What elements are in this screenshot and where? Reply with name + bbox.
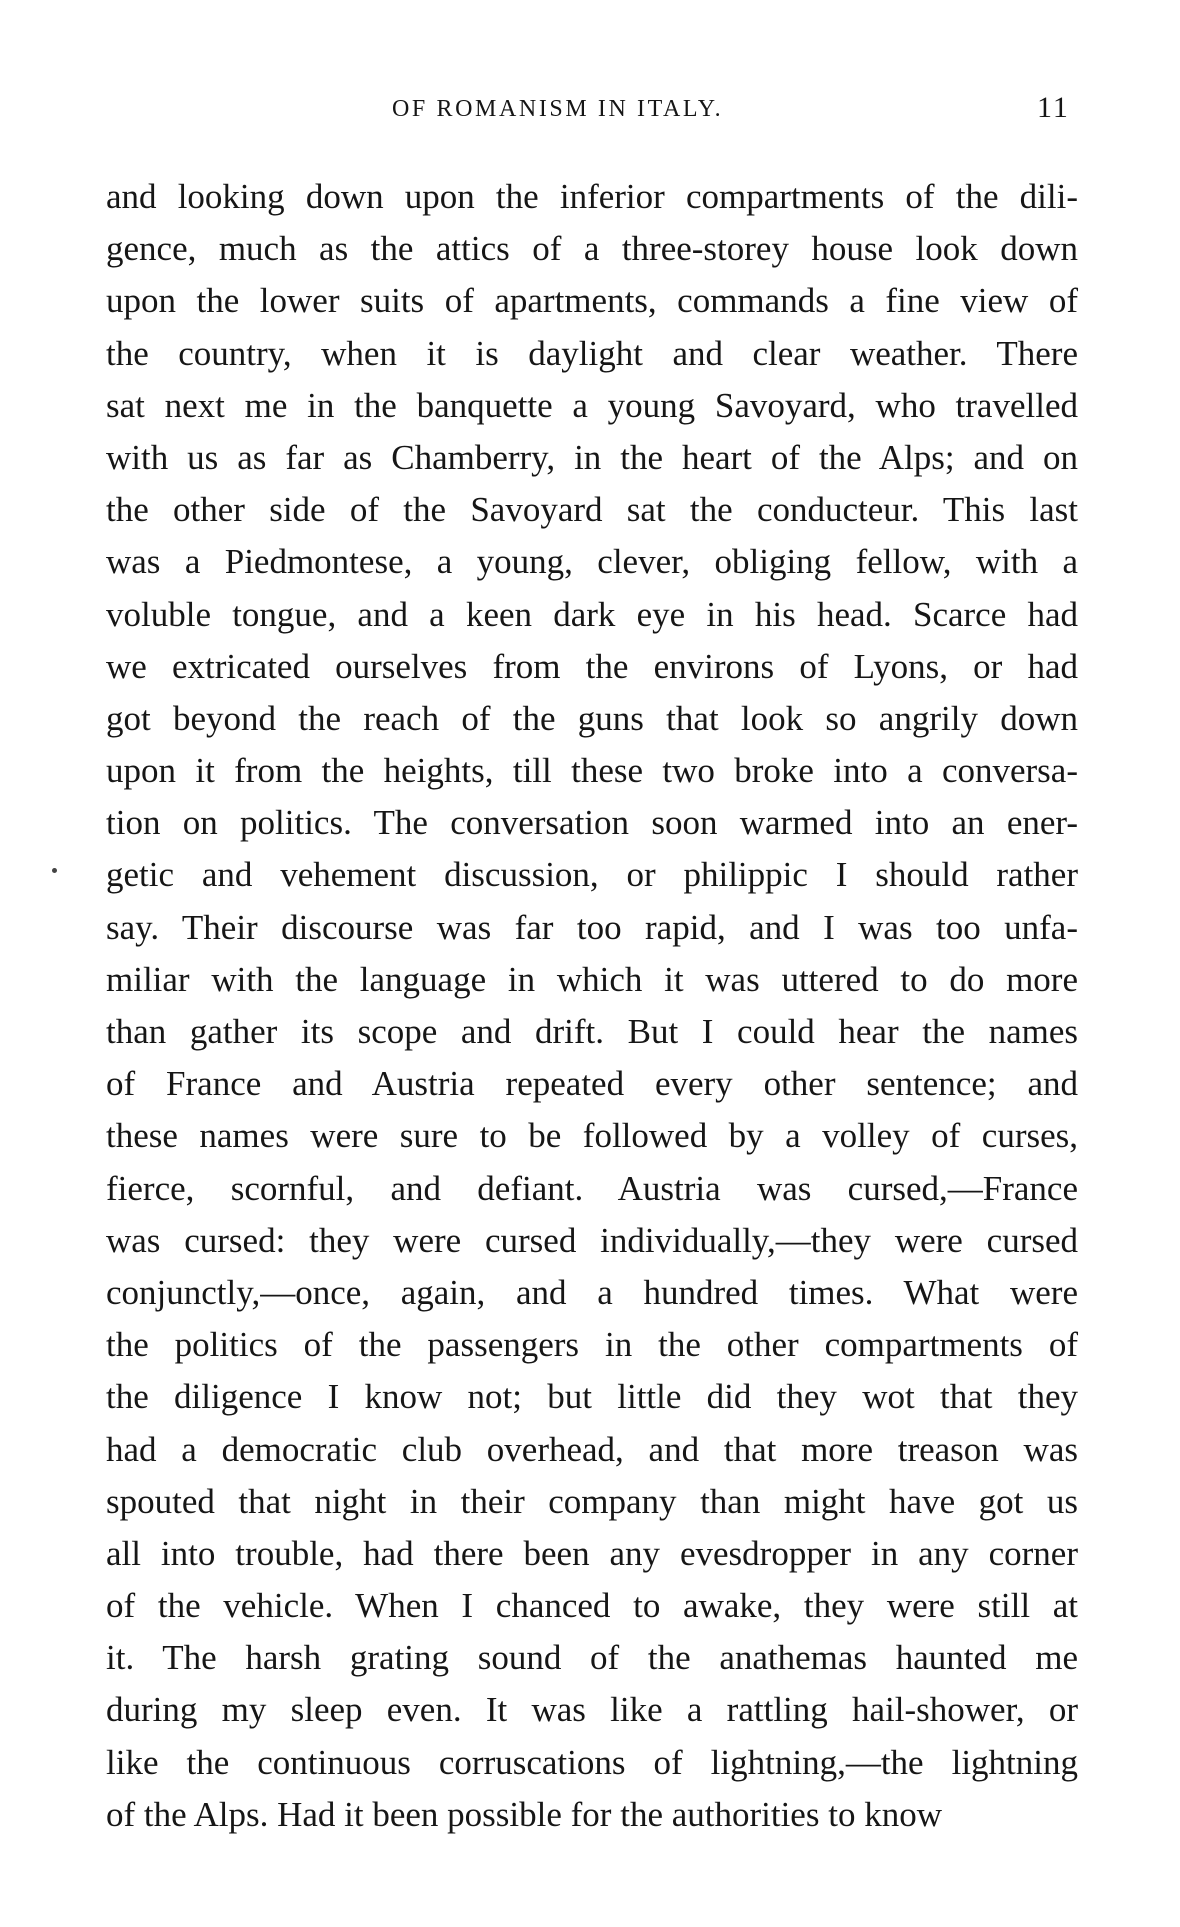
- text-line: we extricated ourselves from the environs of Lyons, or had: [106, 646, 1078, 686]
- text-line: fierce, scornful, and defiant. Austria was cursed,—France: [106, 1168, 1078, 1208]
- text-line: of the Alps. Had it been possible for the authorities to know: [106, 1794, 942, 1834]
- text-line: all into trouble, had there been any evesdropper in any corner: [106, 1533, 1078, 1573]
- text-line: sat next me in the banquette a young Savoyard, who travelled: [106, 385, 1078, 425]
- text-line: than gather its scope and drift. But I could hear the names: [106, 1012, 1078, 1051]
- text-line: of France and Austria repeated every other sentence; and: [106, 1064, 1078, 1104]
- text-line: voluble tongue, and a keen dark eye in his head. Scarce had: [106, 594, 1078, 634]
- text-line: say. Their discourse was far too rapid, and I was too unfa-: [106, 907, 1078, 947]
- text-line: getic and vehement discussion, or philippic I should rather: [106, 855, 1078, 895]
- text-line: upon the lower suits of apartments, commands a fine view of: [106, 281, 1078, 321]
- text-line: the politics of the passengers in the other compartments of: [106, 1325, 1078, 1365]
- running-title: OF ROMANISM IN ITALY.: [392, 96, 724, 122]
- text-line: like the continuous corruscations of lightning,—the lightning: [106, 1742, 1078, 1782]
- text-line: conjunctly,—once, again, and a hundred times. What were: [106, 1272, 1078, 1312]
- text-line: was cursed: they were cursed individually,—they were cursed: [106, 1220, 1078, 1260]
- text-line: of the vehicle. When I chanced to awake, they were still at: [106, 1586, 1078, 1626]
- text-line: gence, much as the attics of a three-storey house look down: [106, 229, 1078, 269]
- text-line: the other side of the Savoyard sat the conducteur. This last: [106, 490, 1078, 530]
- body-text: [106, 171, 1078, 1841]
- text-line: tion on politics. The conversation soon warmed into an ener-: [106, 803, 1078, 843]
- text-line: miliar with the language in which it was uttered to do more: [106, 959, 1078, 999]
- text-line: and looking down upon the inferior compartments of the dili-: [106, 177, 1078, 216]
- text-line: the diligence I know not; but little did they wot that they: [106, 1377, 1078, 1417]
- text-line: it. The harsh grating sound of the anathemas haunted me: [106, 1638, 1078, 1678]
- text-line: during my sleep even. It was like a rattling hail-shower, or: [106, 1690, 1078, 1730]
- text-line: got beyond the reach of the guns that look so angrily down: [106, 698, 1078, 738]
- margin-mark: [52, 868, 57, 873]
- text-line: with us as far as Chamberry, in the heart of the Alps; and on: [106, 437, 1078, 477]
- text-line: was a Piedmontese, a young, clever, obliging fellow, with a: [106, 542, 1078, 582]
- text-line: upon it from the heights, till these two broke into a conversa-: [106, 751, 1078, 791]
- text-line: the country, when it is daylight and clear weather. There: [106, 333, 1078, 373]
- text-line: had a democratic club overhead, and that more treason was: [106, 1429, 1078, 1469]
- running-head: [0, 93, 1180, 133]
- page-number: 11: [1037, 91, 1070, 124]
- text-line: these names were sure to be followed by a volley of curses,: [106, 1116, 1078, 1156]
- text-line: spouted that night in their company than might have got us: [106, 1481, 1078, 1521]
